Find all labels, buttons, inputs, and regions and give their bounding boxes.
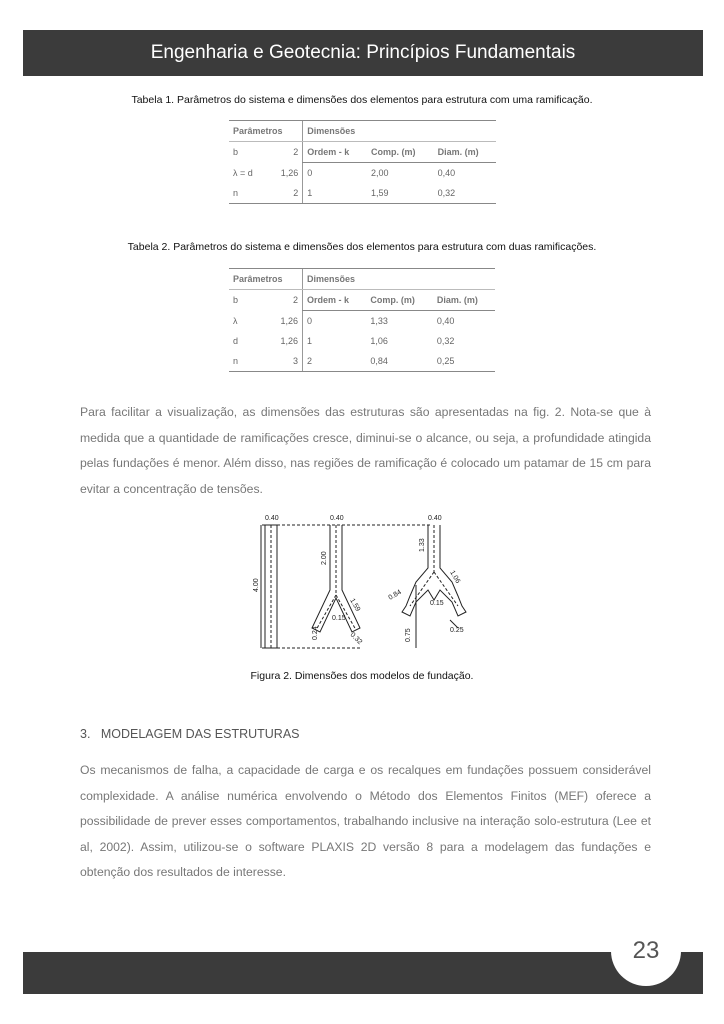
page-header: [23, 30, 703, 76]
table-cell: 0: [302, 311, 366, 332]
table-cell: 0: [303, 163, 367, 184]
table1-head-params: Parâmetros: [229, 121, 303, 142]
table-cell: 1: [303, 183, 367, 204]
page-number: 23: [611, 916, 681, 986]
table-cell: λ: [233, 315, 238, 326]
table-row: [229, 351, 495, 372]
table1-caption: Tabela 1. Parâmetros do sistema e dimensões dos elementos para estrutura com uma ramificação.: [131, 94, 593, 106]
dim-label: 4.00: [253, 578, 260, 592]
col-header-order: Ordem - k: [303, 142, 367, 163]
dim-label: 0.40: [330, 515, 344, 522]
table1-head-dims: Dimensões: [303, 121, 496, 142]
table2-caption: Tabela 2. Parâmetros do sistema e dimensões dos elementos para estrutura com duas ramificações.: [127, 241, 597, 253]
dim-label: 1.33: [419, 538, 426, 552]
section-title: MODELAGEM DAS ESTRUTURAS: [100, 727, 300, 741]
section-number: 3.: [80, 727, 91, 741]
table2: [229, 268, 495, 372]
table-cell: 1,59: [367, 183, 434, 204]
table-row: [229, 183, 496, 204]
table-cell: 3: [253, 351, 302, 372]
dim-label: 0.15: [332, 615, 346, 622]
col-header-diam: Diam. (m): [433, 290, 495, 311]
foundation-models-figure: [240, 510, 490, 660]
table2-head-dims: Dimensões: [302, 269, 495, 290]
dim-label: 0.15: [430, 600, 444, 607]
table-cell: 0,84: [366, 351, 432, 372]
section-heading: [80, 727, 300, 741]
figure-caption: Figura 2. Dimensões dos modelos de fundação.: [250, 670, 474, 682]
table-cell: 0,40: [437, 168, 456, 178]
table-cell: 0,25: [433, 351, 495, 372]
table-row: [229, 311, 495, 332]
table1: [229, 120, 496, 204]
dim-label: 0.84: [387, 588, 403, 602]
table-cell: b: [233, 147, 239, 158]
table-cell: 2: [267, 183, 303, 204]
table-cell: 1,33: [370, 316, 388, 326]
header-title: Engenharia e Geotecnia: Princípios Fundamentais: [150, 42, 576, 63]
table-cell: 1,26: [280, 167, 299, 178]
table-cell: 1,26: [280, 336, 298, 346]
table2-head-params: Parâmetros: [229, 269, 302, 290]
table-cell: 2: [293, 147, 299, 158]
table-cell: b: [233, 295, 239, 306]
dim-label: 0.40: [428, 515, 442, 522]
table-cell: 2,00: [370, 168, 389, 178]
table-cell: λ = d: [233, 167, 253, 178]
dim-label: 2.00: [321, 551, 328, 565]
table-row: [229, 331, 495, 351]
table-cell: n: [229, 351, 253, 372]
dim-label: 0.32: [348, 631, 364, 647]
dim-label: 0.75: [405, 628, 412, 642]
body-paragraph-2: Os mecanismos de falha, a capacidade de carga e os recalques em fundações possuem considerável complexidade. A análise numérica envolvendo o Método dos Elementos Finitos (MEF) oferece a possibilidade de prever esses comportamentos, trabalhando inclusive na interação solo-estrutura (Lee et al, 2002). Assim, utilizou-se o software PLAXIS 2D versão 8 para a modelagem das fundações e obtenção dos resultados de interesse.: [80, 763, 651, 880]
table-cell: 1: [302, 331, 366, 351]
table-cell: 2: [302, 351, 366, 372]
table-cell: d: [233, 336, 239, 346]
table-cell: 1,06: [370, 336, 388, 346]
table-cell: 0,40: [436, 316, 455, 326]
table-cell: 0,32: [434, 183, 496, 204]
dim-label: 0.40: [265, 515, 279, 522]
table-cell: 0,32: [436, 336, 455, 346]
col-header-comp: Comp. (m): [366, 290, 432, 311]
dim-label: 1.06: [448, 569, 462, 585]
table-cell: n: [229, 183, 267, 204]
page-footer: [23, 952, 703, 994]
dim-label: 0.25: [450, 627, 464, 634]
table-cell: 2: [292, 295, 298, 306]
dim-label: 1.59: [348, 597, 362, 613]
table-cell: 1,26: [280, 315, 298, 326]
body-paragraph-1: Para facilitar a visualização, as dimensões das estruturas são apresentadas na fig. 2. Nota-se que à medida que a quantidade de ramificações cresce, diminui-se o alcance, ou seja, a profundidade atingida pelas fundações é menor. Além disso, nas regiões de ramificação é colocado um patamar de 15 cm para evitar a concentração de tensões.: [80, 405, 651, 496]
table-row: [229, 163, 496, 184]
col-header-comp: Comp. (m): [367, 142, 434, 163]
col-header-order: Ordem - k: [302, 290, 366, 311]
col-header-diam: Diam. (m): [434, 142, 496, 163]
dim-label: 0.24: [312, 626, 319, 640]
